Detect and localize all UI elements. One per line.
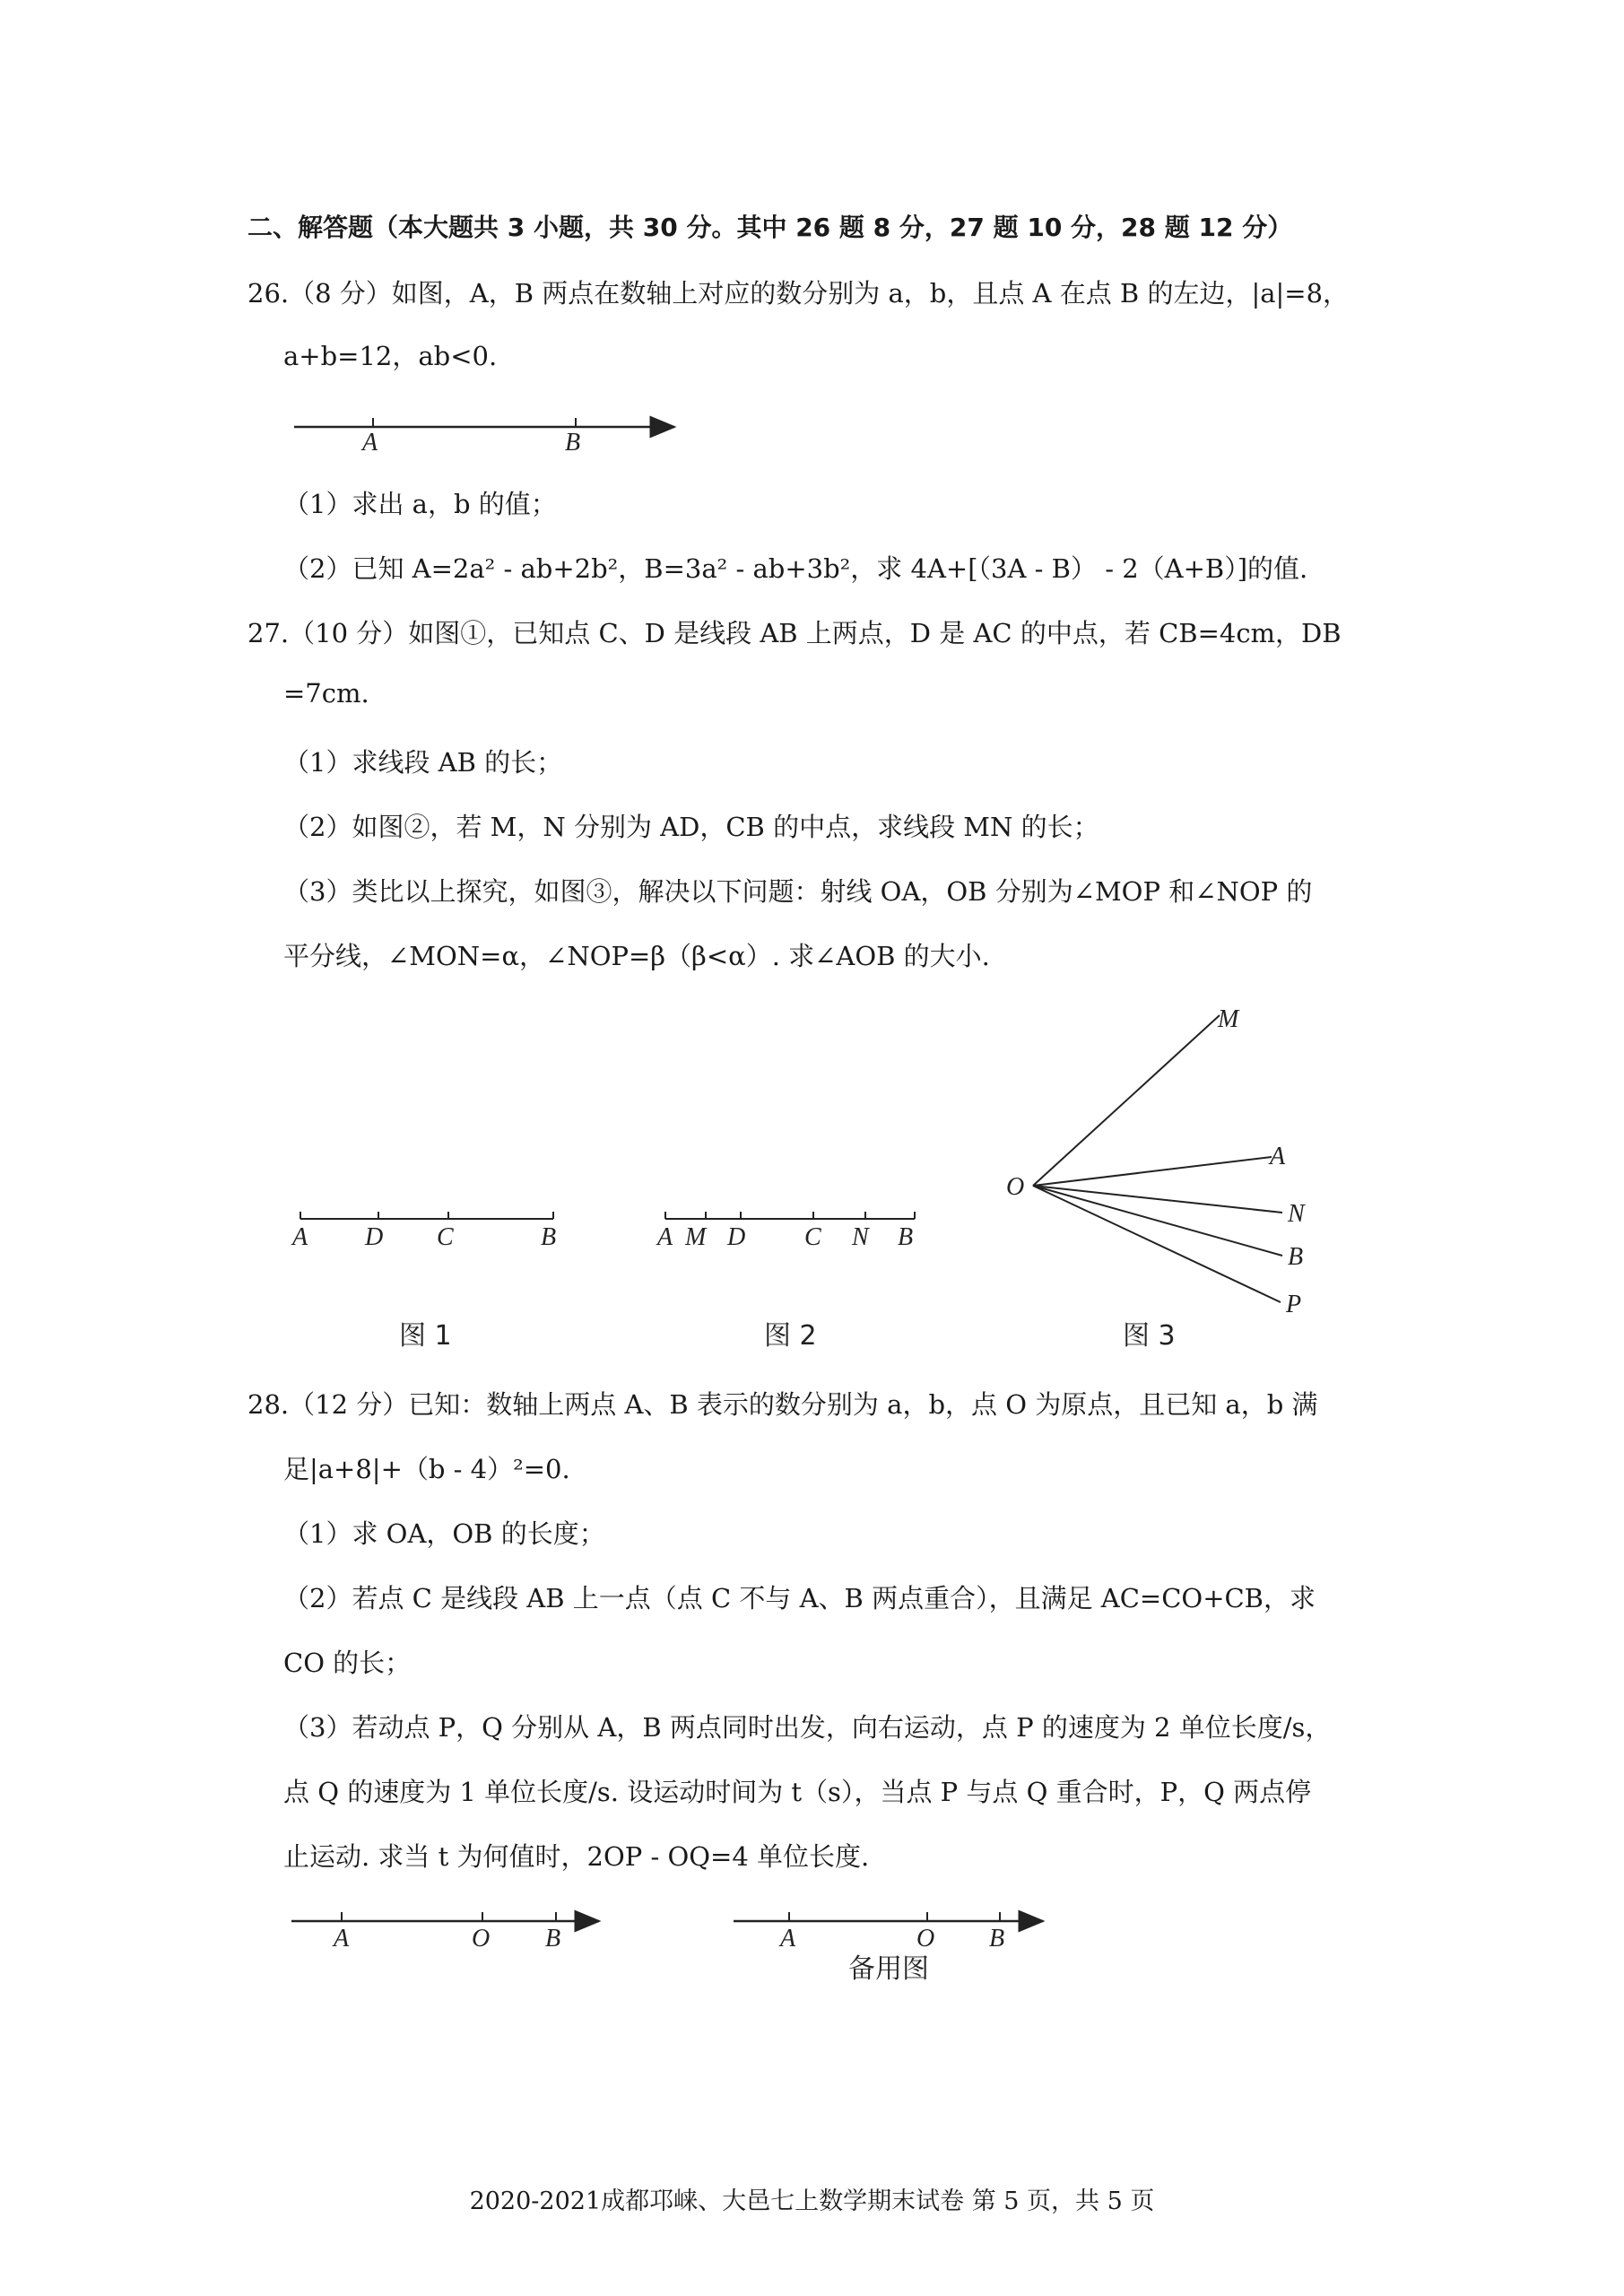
fig2-label-b: B [898, 1223, 914, 1251]
q28-backup-caption: 备用图 [848, 1953, 929, 1985]
fig3-label-m: M [1218, 1005, 1239, 1033]
q28-sub2-line2: CO 的长； [283, 1648, 412, 1678]
q28-backup-number-line [734, 1912, 1043, 1985]
q26-stem-line1: 26.（8 分）如图，A，B 两点在数轴上对应的数分别为 a，b，且点 A 在点 B 的左边，|a|=8， [248, 278, 1350, 309]
fig1-label-a: A [292, 1223, 308, 1251]
q27-sub2: （2）如图②，若 M，N 分别为 AD，CB 的中点，求线段 MN 的长； [283, 812, 1099, 842]
q28-number-line [291, 1912, 599, 1952]
fig3-label-n: N [1288, 1200, 1305, 1228]
q28-label-a: A [334, 1925, 350, 1952]
q28-backup-label-o: O [916, 1925, 935, 1952]
q26-stem-line2: a+b=12，ab<0. [283, 341, 498, 371]
section-heading: 二、解答题（本大题共 3 小题，共 30 分。其中 26 题 8 分，27 题 10 分，28 题 12 分） [248, 213, 1293, 242]
q28-stem-line2: 足|a+8|+（b - 4）²=0. [283, 1454, 570, 1484]
q27-sub3-line2: 平分线，∠MON=α，∠NOP=β（β<α）. 求∠AOB 的大小. [283, 941, 990, 971]
fig3-rays [1006, 1005, 1306, 1352]
q26-label-b: B [565, 429, 581, 457]
fig1-caption: 图 1 [399, 1320, 452, 1352]
q28-sub3-line3: 止运动. 求当 t 为何值时，2OP - OQ=4 单位长度. [283, 1841, 870, 1872]
fig2-label-c: C [804, 1223, 821, 1251]
fig3-caption: 图 3 [1123, 1320, 1176, 1352]
q27-sub1: （1）求线段 AB 的长； [283, 747, 563, 778]
fig1-label-d: D [365, 1223, 384, 1251]
q28-sub1: （1）求 OA，OB 的长度； [283, 1518, 605, 1549]
q28-label-o: O [472, 1925, 491, 1952]
fig2-caption: 图 2 [764, 1320, 817, 1352]
fig2-segment [656, 1212, 915, 1352]
q28-label-b: B [545, 1925, 561, 1952]
fig1-label-b: B [541, 1223, 557, 1251]
fig1-segment [291, 1212, 556, 1352]
q28-sub3-line1: （3）若动点 P，Q 分别从 A，B 两点同时出发，向右运动，点 P 的速度为 2 单位长度/s， [283, 1712, 1332, 1743]
q26-label-a: A [362, 429, 378, 457]
q28-stem-line1: 28.（12 分）已知：数轴上两点 A、B 表示的数分别为 a，b，点 O 为原点，且已知 a，b 满 [248, 1389, 1318, 1420]
fig1-label-c: C [437, 1223, 454, 1251]
fig3-label-p: P [1286, 1291, 1302, 1318]
q27-stem-line1: 27.（10 分）如图①，已知点 C、D 是线段 AB 上两点，D 是 AC 的中点，若 CB=4cm，DB [248, 618, 1342, 648]
fig3-label-a: A [1270, 1143, 1286, 1170]
q28-sub2-line1: （2）若点 C 是线段 AB 上一点（点 C 不与 A、B 两点重合），且满足 AC=CO+CB，求 [283, 1583, 1316, 1613]
fig2-label-d: D [727, 1223, 746, 1251]
fig3-label-b: B [1288, 1243, 1304, 1271]
fig2-label-n: N [852, 1223, 869, 1251]
fig2-label-a: A [657, 1223, 673, 1251]
q26-sub1: （1）求出 a，b 的值； [283, 489, 557, 519]
q26-sub2: （2）已知 A=2a² - ab+2b²，B=3a² - ab+3b²，求 4A+[（3A - B） - 2（A+B）]的值. [283, 553, 1308, 584]
q28-backup-label-a: A [780, 1925, 796, 1952]
fig2-label-m: M [685, 1223, 707, 1251]
fig3-label-o: O [1006, 1173, 1025, 1201]
q27-stem-line2: =7cm. [283, 678, 369, 709]
q28-backup-label-b: B [989, 1925, 1005, 1952]
q26-number-line [294, 418, 674, 457]
page-footer: 2020-2021成都邛崃、大邑七上数学期末试卷 第 5 页，共 5 页 [469, 2187, 1155, 2215]
q27-sub3-line1: （3）类比以上探究，如图③，解决以下问题：射线 OA，OB 分别为∠MOP 和∠NOP 的 [283, 876, 1313, 907]
q28-sub3-line2: 点 Q 的速度为 1 单位长度/s. 设运动时间为 t（s），当点 P 与点 Q 重合时，P，Q 两点停 [283, 1777, 1312, 1807]
